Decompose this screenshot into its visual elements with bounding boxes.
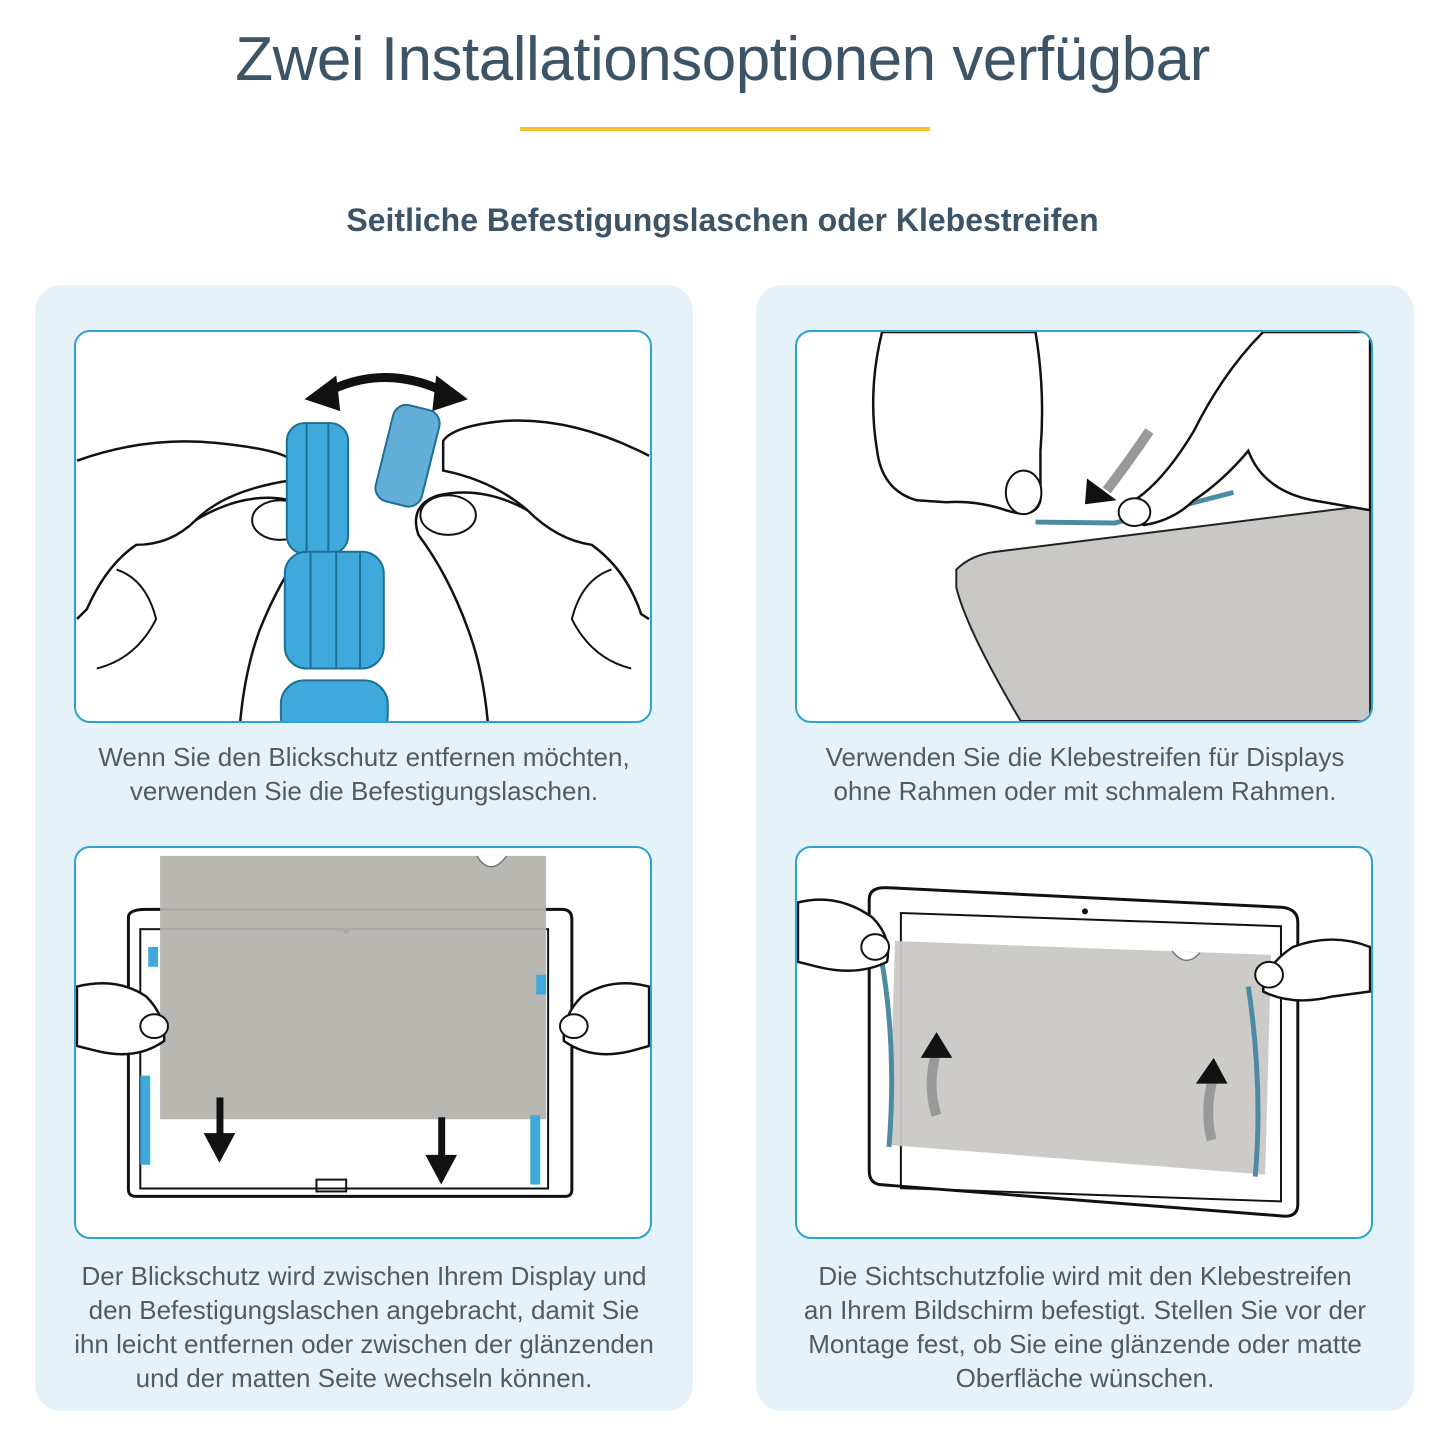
filter-slide-icon bbox=[76, 848, 650, 1237]
caption-line: Der Blickschutz wird zwischen Ihrem Display und bbox=[81, 1261, 647, 1291]
caption-line: ihn leicht entfernen oder zwischen der glänzenden bbox=[74, 1329, 654, 1359]
title-underline bbox=[520, 127, 930, 131]
adhesive-option-panel bbox=[756, 285, 1414, 1411]
caption-line: Verwenden Sie die Klebestreifen für Displays bbox=[825, 742, 1345, 772]
filter-slide-into-tabs-illustration bbox=[74, 846, 652, 1239]
adhesive-peel-icon bbox=[797, 332, 1371, 721]
caption-line: Wenn Sie den Blickschutz entfernen möchten, bbox=[98, 742, 630, 772]
caption-line: verwenden Sie die Befestigungslaschen. bbox=[129, 776, 599, 806]
page-title: Zwei Installationsoptionen verfügbar bbox=[235, 25, 1210, 94]
caption-line: und der matten Seite wechseln können. bbox=[135, 1363, 593, 1393]
tabs-removal-caption bbox=[45, 740, 683, 808]
tabs-fingers-illustration bbox=[74, 330, 652, 723]
filter-adhesive-attach-illustration bbox=[795, 846, 1373, 1239]
caption-line: Die Sichtschutzfolie wird mit den Klebestreifen bbox=[818, 1261, 1352, 1291]
page-subtitle: Seitliche Befestigungslaschen oder Klebestreifen bbox=[346, 202, 1099, 238]
adhesive-strip-peel-illustration bbox=[795, 330, 1373, 723]
tabs-placement-caption bbox=[45, 1259, 683, 1395]
caption-line: ohne Rahmen oder mit schmalem Rahmen. bbox=[833, 776, 1337, 806]
tabs-fingers-icon bbox=[76, 332, 650, 721]
caption-line: Montage fest, ob Sie eine glänzende oder matte bbox=[808, 1329, 1362, 1359]
tabs-option-panel bbox=[35, 285, 693, 1411]
caption-line: Oberfläche wünschen. bbox=[955, 1363, 1215, 1393]
adhesive-attach-caption bbox=[766, 1259, 1404, 1395]
filter-attach-icon bbox=[797, 848, 1371, 1237]
adhesive-usage-caption bbox=[766, 740, 1404, 808]
caption-line: den Befestigungslaschen angebracht, damit Sie bbox=[88, 1295, 640, 1325]
caption-line: an Ihrem Bildschirm befestigt. Stellen Sie vor der bbox=[803, 1295, 1367, 1325]
